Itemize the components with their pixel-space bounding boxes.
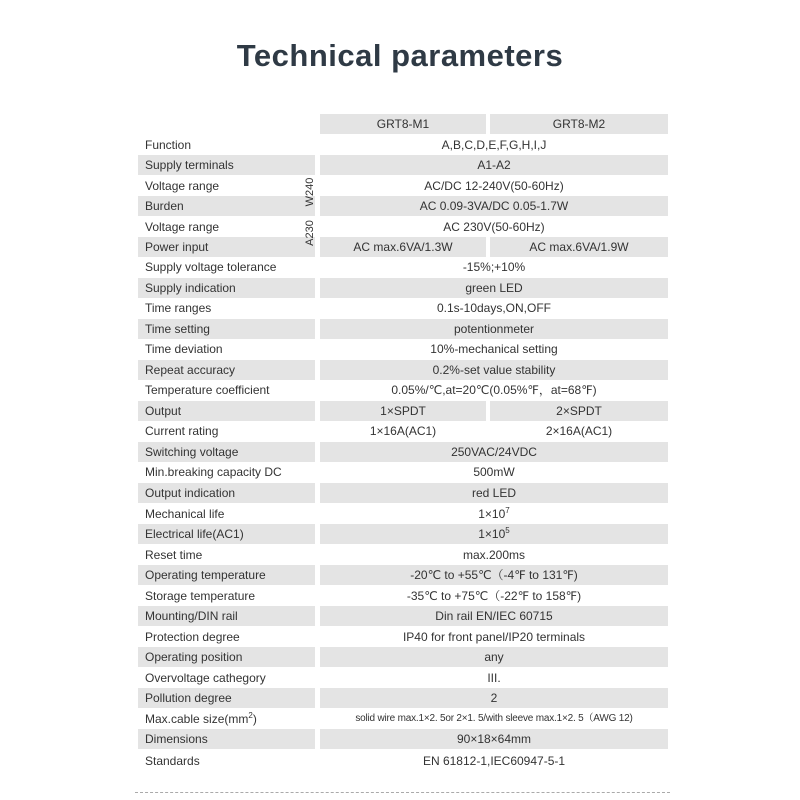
- param-value: Din rail EN/IEC 60715: [320, 606, 668, 626]
- table-row: [138, 586, 668, 606]
- param-value: $1\times 10^5$: [320, 524, 668, 544]
- param-value: solid wire max.1×2. 5or 2×1. 5/with sleeve max.1×2. 5（AWG 12): [355, 713, 633, 724]
- param-label: Voltage range: [145, 220, 220, 234]
- param-value: 90×18×64mm: [320, 729, 668, 749]
- param-label: Supply indication: [138, 278, 315, 298]
- table-row: [138, 380, 668, 400]
- table-row: [138, 462, 668, 482]
- param-label: Repeat accuracy: [138, 360, 315, 380]
- param-value-model-a: 1×16A(AC1): [369, 424, 437, 438]
- table-row: [138, 442, 668, 462]
- param-label: Time deviation: [145, 342, 223, 356]
- page-title: Technical parameters: [236, 38, 564, 73]
- table-row: [138, 339, 668, 359]
- param-value: $1\times 10^7$: [478, 506, 510, 521]
- param-label: Dimensions: [138, 729, 315, 749]
- table-row: [138, 524, 668, 544]
- param-value: AC 0.09-3VA/DC 0.05-1.7W: [320, 196, 668, 216]
- table-row: [138, 401, 668, 421]
- group-label-w240: W240: [304, 177, 316, 207]
- param-label: Reset time: [145, 548, 203, 562]
- param-value: -15%;+10%: [462, 260, 526, 274]
- table-row: [138, 668, 668, 688]
- bottom-divider: [135, 792, 670, 793]
- param-value: any: [320, 647, 668, 667]
- param-value: -20℃ to +55℃（-4℉ to 131℉): [320, 565, 668, 585]
- table-row: [138, 688, 668, 708]
- table-row: [138, 319, 668, 339]
- table-row: [138, 709, 668, 729]
- param-value: green LED: [320, 278, 668, 298]
- param-label: Electrical life(AC1): [138, 524, 315, 544]
- table-row: [138, 606, 668, 626]
- param-label: Min.breaking capacity DC: [145, 465, 282, 479]
- table-row: [138, 176, 668, 196]
- value-superscript: 7: [505, 506, 510, 515]
- table-row: [138, 504, 668, 524]
- param-value: AC 230V(50-60Hz): [443, 220, 545, 234]
- table-row: [138, 155, 668, 175]
- param-label: Operating temperature: [138, 565, 315, 585]
- param-value-model-b: 2×16A(AC1): [545, 424, 613, 438]
- param-label: Standards: [145, 754, 200, 768]
- table-row: [138, 565, 668, 585]
- param-label: Supply voltage tolerance: [145, 260, 277, 274]
- table-row: [138, 627, 668, 647]
- param-value-model-a: 1×SPDT: [320, 401, 486, 421]
- param-value: EN 61812-1,IEC60947-5-1: [422, 754, 566, 768]
- param-label: Function: [145, 138, 192, 152]
- param-label: Protection degree: [145, 630, 240, 644]
- table-row: [138, 545, 668, 565]
- table-row: [138, 360, 668, 380]
- param-label: Voltage range: [145, 179, 220, 193]
- table-row: [138, 729, 668, 749]
- param-value: A,B,C,D,E,F,G,H,I,J: [441, 138, 547, 152]
- param-value: 0.2%-set value stability: [320, 360, 668, 380]
- table-row: [138, 421, 668, 441]
- param-value-model-b: 2×SPDT: [490, 401, 668, 421]
- param-value: -35℃ to +75℃（-22℉ to 158℉): [406, 589, 582, 603]
- param-label: Mounting/DIN rail: [138, 606, 315, 626]
- param-value: 2: [320, 688, 668, 708]
- param-label: Max.cable $size(mm^2)$: [145, 711, 257, 726]
- param-value: A1-A2: [320, 155, 668, 175]
- table-row: [138, 196, 668, 216]
- param-label: Pollution degree: [138, 688, 315, 708]
- table-row: [138, 298, 668, 318]
- param-value: 0.05%/℃,at=20℃(0.05%℉，at=68℉): [391, 383, 597, 397]
- table-row: [138, 257, 668, 277]
- value-superscript: 5: [505, 526, 510, 535]
- param-label: Supply terminals: [138, 155, 315, 175]
- param-value: 500mW: [473, 465, 515, 479]
- param-value: 250VAC/24VDC: [320, 442, 668, 462]
- table-row: [138, 237, 668, 257]
- param-value-model-a: AC max.6VA/1.3W: [320, 237, 486, 257]
- table-row: [138, 217, 668, 237]
- header-model-b: GRT8-M2: [490, 114, 668, 134]
- param-value: potentionmeter: [320, 319, 668, 339]
- param-label: Operating position: [138, 647, 315, 667]
- param-label: Mechanical life: [145, 507, 225, 521]
- param-label: Power input: [138, 237, 315, 257]
- table-row: [138, 483, 668, 503]
- param-value: IP40 for front panel/IP20 terminals: [402, 630, 586, 644]
- param-label: Burden: [138, 196, 315, 216]
- table-row: [138, 647, 668, 667]
- table-row: [138, 135, 668, 155]
- param-value: AC/DC 12-240V(50-60Hz): [424, 179, 564, 193]
- param-label: Output indication: [138, 483, 315, 503]
- group-label-a230: A230: [304, 220, 316, 246]
- header-model-a: GRT8-M1: [320, 114, 486, 134]
- param-value: max.200ms: [462, 548, 526, 562]
- param-label: Overvoltage cathegory: [145, 671, 266, 685]
- param-label: Time setting: [138, 319, 315, 339]
- param-value: 0.1s-10days,ON,OFF: [436, 301, 552, 315]
- param-value: III.: [487, 671, 501, 685]
- table-row: [138, 751, 668, 771]
- param-label: Switching voltage: [138, 442, 315, 462]
- param-label: Temperature coefficient: [145, 383, 270, 397]
- param-value: 10%-mechanical setting: [430, 342, 558, 356]
- label-superscript: 2: [248, 711, 253, 720]
- param-value-model-b: AC max.6VA/1.9W: [490, 237, 668, 257]
- param-label: Current rating: [145, 424, 219, 438]
- table-row: [138, 278, 668, 298]
- table-header-row: [138, 114, 668, 134]
- param-label: Storage temperature: [145, 589, 256, 603]
- param-label: Output: [138, 401, 315, 421]
- param-label: Time ranges: [145, 301, 212, 315]
- param-value: red LED: [320, 483, 668, 503]
